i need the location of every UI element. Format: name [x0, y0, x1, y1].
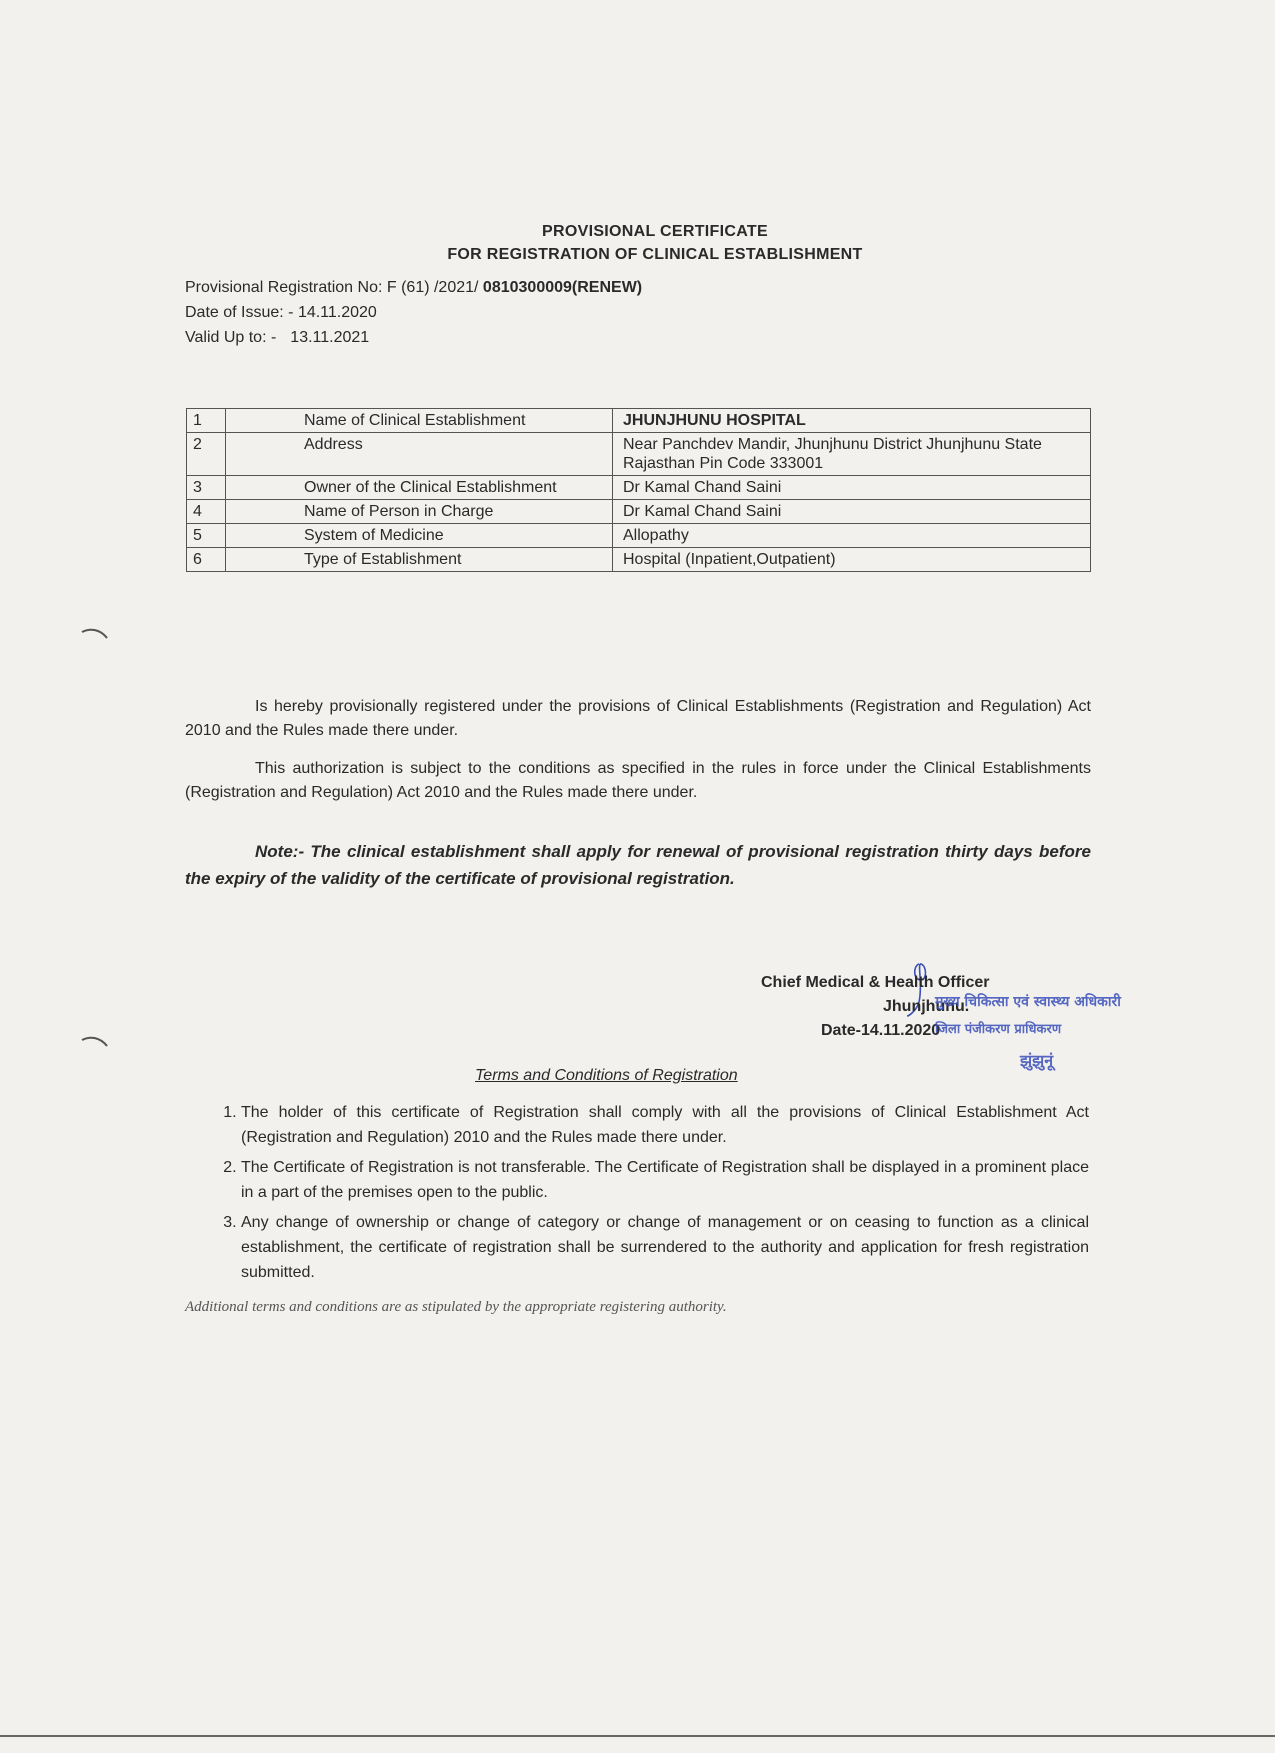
issue-date-line — [185, 300, 642, 325]
valid-date-label: Valid Up to: - — [185, 329, 277, 346]
row-number: 4 — [187, 500, 226, 524]
term-item: 3. Any change of ownership or change of category or change of management or on ceasing to function as a clinical establishment, the certificate of registration shall be surrendered to the authority and application for fresh registration submitted. — [241, 1210, 1089, 1285]
authorization-statement: This authorization is subject to the conditions as specified in the rules in force under the Clinical Establishments (Registration and Regulation) Act 2010 and the Rules made there under. — [185, 760, 1091, 801]
row-label: Name of Person in Charge — [226, 500, 613, 524]
term-item: 2. The Certificate of Registration is not transferable. The Certificate of Registration shall be displayed in a prominent place in a part of the premises open to the public. — [241, 1155, 1089, 1205]
stamp-line-1: मुख्य चिकित्सा एवं स्वास्थ्य अधिकारी — [935, 994, 1121, 1010]
registration-meta — [185, 275, 642, 350]
row-value: Dr Kamal Chand Saini — [613, 476, 1091, 500]
details-row — [187, 548, 1091, 572]
row-label: Owner of the Clinical Establishment — [226, 476, 613, 500]
row-value: Dr Kamal Chand Saini — [613, 500, 1091, 524]
stamp-line-2: जिला पंजीकरण प्राधिकरण — [935, 1022, 1062, 1037]
issue-date-label: Date of Issue: - — [185, 304, 298, 321]
margin-mark-icon — [80, 1034, 110, 1054]
row-value: Allopathy — [613, 524, 1091, 548]
details-row — [187, 409, 1091, 433]
issue-date: 14.11.2020 — [297, 304, 377, 321]
details-row — [187, 524, 1091, 548]
row-value: JHUNJHUNU HOSPITAL — [613, 409, 1091, 433]
row-number: 5 — [187, 524, 226, 548]
title-line-2: FOR REGISTRATION OF CLINICAL ESTABLISHMENT — [447, 246, 863, 263]
row-number: 3 — [187, 476, 226, 500]
valid-date-line — [185, 325, 642, 350]
signatory-place: Jhunjhunu. — [883, 998, 970, 1015]
term-item: 1. The holder of this certificate of Registration shall comply with all the provisions of Clinical Establishment Act (Registration and Regulation) 2010 and the Rules made there under. — [241, 1100, 1089, 1150]
row-value: Near Panchdev Mandir, Jhunjhunu District Jhunjhunu State Rajasthan Pin Code 333001 — [613, 433, 1091, 476]
row-label: Type of Establishment — [226, 548, 613, 572]
row-value: Hospital (Inpatient,Outpatient) — [613, 548, 1091, 572]
row-label: System of Medicine — [226, 524, 613, 548]
margin-mark-icon — [80, 626, 110, 646]
row-label: Address — [226, 433, 613, 476]
details-row — [187, 433, 1091, 476]
stamp-line-3: झुंझुनूं — [1020, 1051, 1054, 1070]
row-number: 1 — [187, 409, 226, 433]
certificate-title — [0, 220, 1275, 266]
details-row — [187, 500, 1091, 524]
title-line-1: PROVISIONAL CERTIFICATE — [542, 223, 768, 240]
scan-edge-line — [0, 1735, 1275, 1737]
valid-date: 13.11.2021 — [290, 329, 370, 346]
row-number: 2 — [187, 433, 226, 476]
signature-date: Date-14.11.2020 — [821, 1022, 941, 1039]
row-number: 6 — [187, 548, 226, 572]
renewal-note: Note:- The clinical establishment shall apply for renewal of provisional registration thirty days before the expiry of the validity of the certificate of provisional registration. — [185, 842, 1091, 888]
details-row — [187, 476, 1091, 500]
terms-heading: Terms and Conditions of Registration — [475, 1067, 738, 1084]
terms-list — [185, 1100, 1089, 1290]
registration-statement: Is hereby provisionally registered under the provisions of Clinical Establishments (Registration and Regulation) Act 2010 and the Rules made there under. — [185, 698, 1091, 739]
signatory-title: Chief Medical & Health Officer — [761, 974, 990, 991]
row-label: Name of Clinical Establishment — [226, 409, 613, 433]
establishment-details-table — [186, 408, 1091, 572]
registration-number-line — [185, 275, 642, 300]
additional-terms-note: Additional terms and conditions are as stipulated by the appropriate registering authority. — [185, 1299, 727, 1315]
registration-prefix: Provisional Registration No: F (61) /2021/ — [185, 279, 483, 296]
registration-number: 0810300009(RENEW) — [482, 279, 643, 296]
